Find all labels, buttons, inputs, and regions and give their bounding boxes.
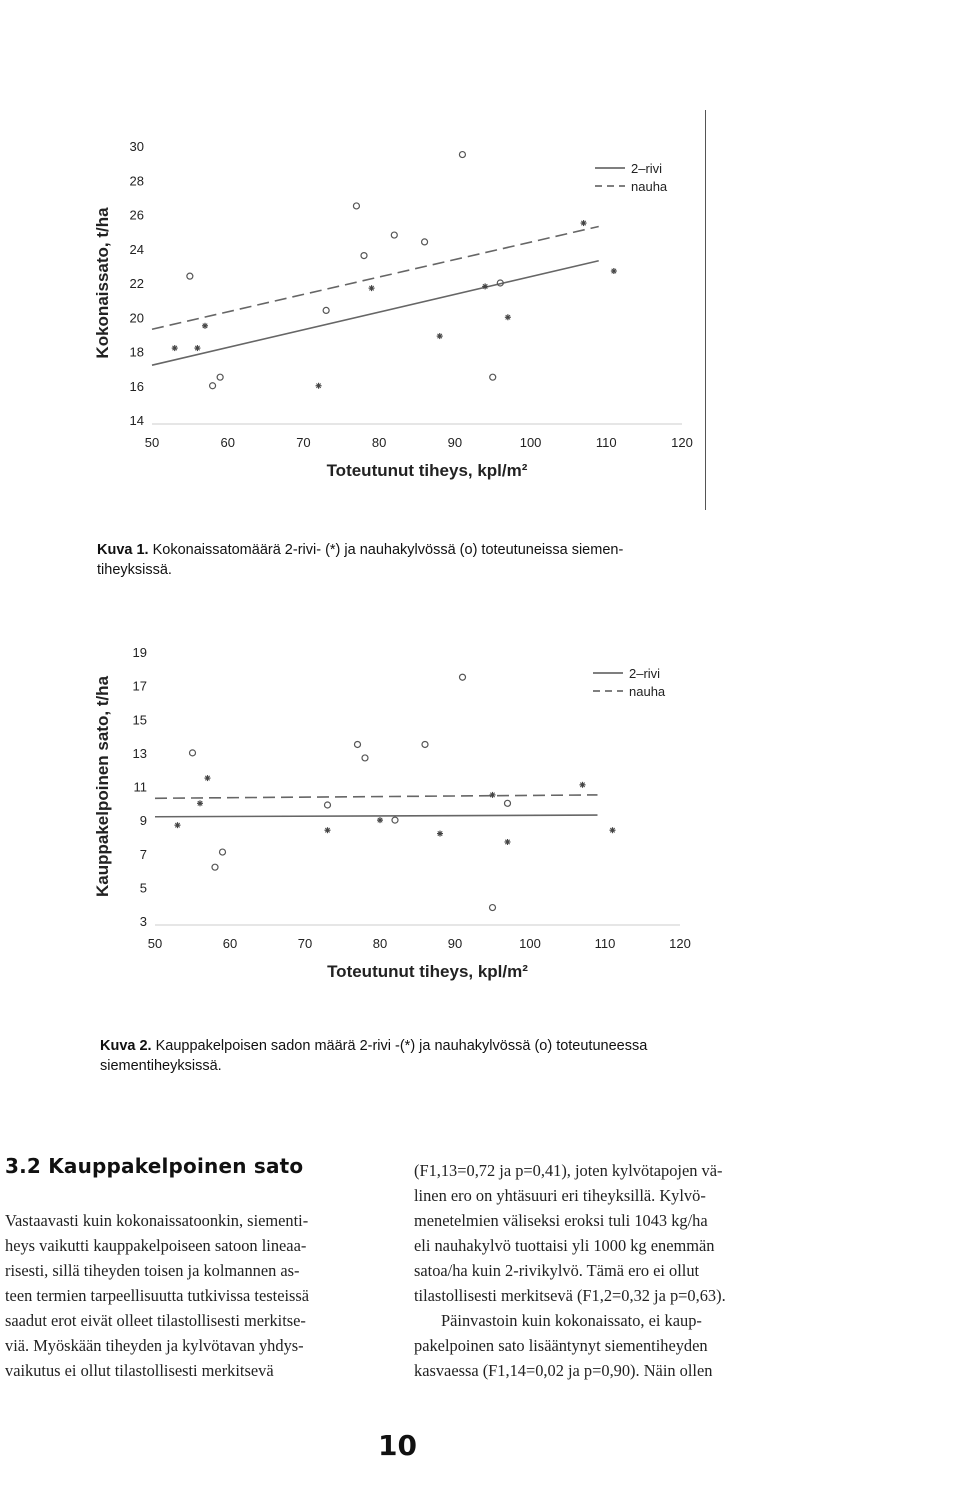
data-point-2-rivi <box>482 283 488 289</box>
data-point-2-rivi <box>325 827 331 833</box>
y-tick-label: 13 <box>132 745 147 761</box>
y-tick-label: 20 <box>129 310 144 326</box>
figure-1-caption <box>97 540 737 580</box>
fit-line-2-rivi <box>155 815 598 817</box>
text-line: heys vaikutti kauppakelpoiseen satoon lineaa- <box>5 1236 307 1255</box>
y-tick-label: 3 <box>139 914 147 929</box>
data-point-nauha <box>490 374 496 380</box>
text-line: risesti, sillä tiheyden toisen ja kolmannen as- <box>5 1261 300 1280</box>
x-axis-title: Toteutunut tiheys, kpl/m² <box>327 962 528 981</box>
x-tick-label: 90 <box>447 936 463 951</box>
data-point-2-rivi <box>610 827 616 833</box>
y-tick-label: 17 <box>132 678 147 694</box>
y-tick-label: 15 <box>132 712 147 728</box>
legend-label: nauha <box>629 684 666 699</box>
figure-2-caption <box>100 1036 740 1076</box>
data-point-nauha <box>187 273 193 279</box>
x-tick-label: 60 <box>222 936 238 951</box>
data-point-nauha <box>391 232 397 238</box>
right-column-text <box>414 1158 786 1383</box>
text-line: (F1,13=0,72 ja p=0,41), joten kylvötapojen vä- <box>414 1161 723 1180</box>
figure-2-caption-text: Kauppakelpoisen sadon määrä 2-rivi -(*) ja nauhakylvössä (o) toteutuneessa <box>155 1038 648 1054</box>
figure-1-caption-label: Kuva 1. <box>97 542 149 558</box>
data-point-2-rivi <box>194 345 200 351</box>
data-point-2-rivi <box>505 839 511 845</box>
data-point-nauha <box>355 741 361 747</box>
x-tick-label: 80 <box>371 435 387 450</box>
text-line: satoa/ha kuin 2-rivikylvö. Tämä ero ei ollut <box>414 1261 700 1280</box>
figure-1-caption-text: Kokonaissatomäärä 2-rivi- (*) ja nauhakylvössä (o) toteutuneissa siemen- <box>152 542 624 558</box>
y-axis-title: Kauppakelpoinen sato, t/ha <box>93 675 112 898</box>
figure-2-svg <box>85 618 705 998</box>
fit-line-nauha <box>152 226 599 329</box>
y-tick-label: 30 <box>129 139 144 154</box>
data-point-2-rivi <box>316 383 322 389</box>
text-line: menetelmien väliseksi eroksi tuli 1043 kg/ha <box>414 1211 708 1230</box>
figure-1-chart <box>85 110 705 500</box>
text-line: pakelpoinen sato lisääntynyt siementiheyden <box>414 1336 708 1355</box>
data-point-nauha <box>353 203 359 209</box>
data-point-nauha <box>323 307 329 313</box>
data-point-nauha <box>361 253 367 259</box>
data-point-2-rivi <box>377 817 383 823</box>
x-tick-label: 80 <box>372 936 388 951</box>
figure-2-caption-label: Kuva 2. <box>100 1038 152 1054</box>
y-axis-title: Kokonaissato, t/ha <box>93 207 112 359</box>
data-point-nauha <box>490 905 496 911</box>
data-point-nauha <box>362 755 368 761</box>
data-point-2-rivi <box>205 775 211 781</box>
y-tick-label: 24 <box>129 241 144 257</box>
text-line: eli nauhakylvö tuottaisi yli 1000 kg enemmän <box>414 1236 715 1255</box>
x-tick-label: 110 <box>595 435 617 450</box>
x-tick-label: 70 <box>296 435 311 450</box>
data-point-2-rivi <box>202 323 208 329</box>
data-point-nauha <box>220 849 226 855</box>
data-point-nauha <box>190 750 196 756</box>
figure-1-caption-text2: tiheyksissä. <box>97 562 172 578</box>
text-line: Vastaavasti kuin kokonaissatoonkin, siementi- <box>5 1211 309 1230</box>
x-tick-label: 90 <box>447 435 463 450</box>
x-tick-label: 50 <box>147 936 163 951</box>
data-point-2-rivi <box>175 822 181 828</box>
legend-label: nauha <box>631 179 668 194</box>
data-point-nauha <box>460 674 466 680</box>
y-tick-label: 5 <box>139 880 147 896</box>
y-tick-label: 18 <box>129 344 144 360</box>
data-point-2-rivi <box>197 800 203 806</box>
section-heading: 3.2 Kauppakelpoinen sato <box>5 1154 304 1178</box>
x-tick-label: 100 <box>519 936 541 951</box>
y-tick-label: 22 <box>129 276 144 291</box>
data-point-nauha <box>210 383 216 389</box>
data-point-nauha <box>422 239 428 245</box>
x-tick-label: 110 <box>594 936 616 951</box>
page-number: 10 <box>378 1429 417 1462</box>
x-tick-label: 120 <box>669 936 691 951</box>
text-line: tilastollisesti merkitsevä (F1,2=0,32 ja p=0,63). <box>414 1286 726 1305</box>
data-point-2-rivi <box>505 314 511 320</box>
figure-1-svg <box>85 110 705 500</box>
text-line: Päinvastoin kuin kokonaissato, ei kaup- <box>441 1311 702 1330</box>
x-tick-label: 50 <box>144 435 160 450</box>
x-tick-label: 60 <box>220 435 235 450</box>
x-tick-label: 120 <box>671 435 693 450</box>
data-point-2-rivi <box>437 333 443 339</box>
y-tick-label: 19 <box>132 645 147 660</box>
y-tick-label: 14 <box>129 413 144 428</box>
data-point-2-rivi <box>581 220 587 226</box>
left-column-text <box>5 1208 377 1383</box>
data-point-nauha <box>422 741 428 747</box>
data-point-2-rivi <box>172 345 178 351</box>
data-point-nauha <box>325 802 331 808</box>
y-tick-label: 9 <box>139 813 147 829</box>
data-point-2-rivi <box>611 268 617 274</box>
x-axis-title: Toteutunut tiheys, kpl/m² <box>326 461 528 480</box>
fit-line-2-rivi <box>152 261 599 365</box>
data-point-nauha <box>392 817 398 823</box>
figure-2-caption-text2: siementiheyksissä. <box>100 1058 222 1074</box>
text-line: vaikutus ei ollut tilastollisesti merkitsevä <box>5 1361 274 1380</box>
text-line: teen termien tarpeellisuutta tutkivissa testeissä <box>5 1286 310 1305</box>
data-point-nauha <box>459 152 465 158</box>
data-point-nauha <box>212 864 218 870</box>
x-tick-label: 100 <box>519 435 542 450</box>
legend-label: 2–rivi <box>629 666 661 681</box>
figure-1-border-line <box>705 110 706 510</box>
text-line: viä. Myöskään tiheyden ja kylvötavan yhdys- <box>5 1336 304 1355</box>
figure-2-chart <box>85 618 705 998</box>
x-tick-label: 70 <box>297 936 313 951</box>
data-point-2-rivi <box>369 285 375 291</box>
data-point-2-rivi <box>580 782 586 788</box>
data-point-2-rivi <box>490 792 496 798</box>
fit-line-nauha <box>155 795 598 798</box>
text-line: linen ero on yhtäsuuri eri tiheyksillä. Kylvö- <box>414 1186 706 1205</box>
y-tick-label: 26 <box>129 207 144 223</box>
data-point-nauha <box>505 800 511 806</box>
text-line: kasvaessa (F1,14=0,02 ja p=0,90). Näin ollen <box>414 1361 713 1380</box>
data-point-nauha <box>217 374 223 380</box>
y-tick-label: 28 <box>129 173 144 189</box>
data-point-2-rivi <box>437 831 443 837</box>
y-tick-label: 11 <box>133 779 147 795</box>
y-tick-label: 16 <box>129 378 144 394</box>
y-tick-label: 7 <box>139 846 147 862</box>
legend-label: 2–rivi <box>631 161 663 176</box>
text-line: saadut erot eivät olleet tilastollisesti merkitse- <box>5 1311 306 1330</box>
